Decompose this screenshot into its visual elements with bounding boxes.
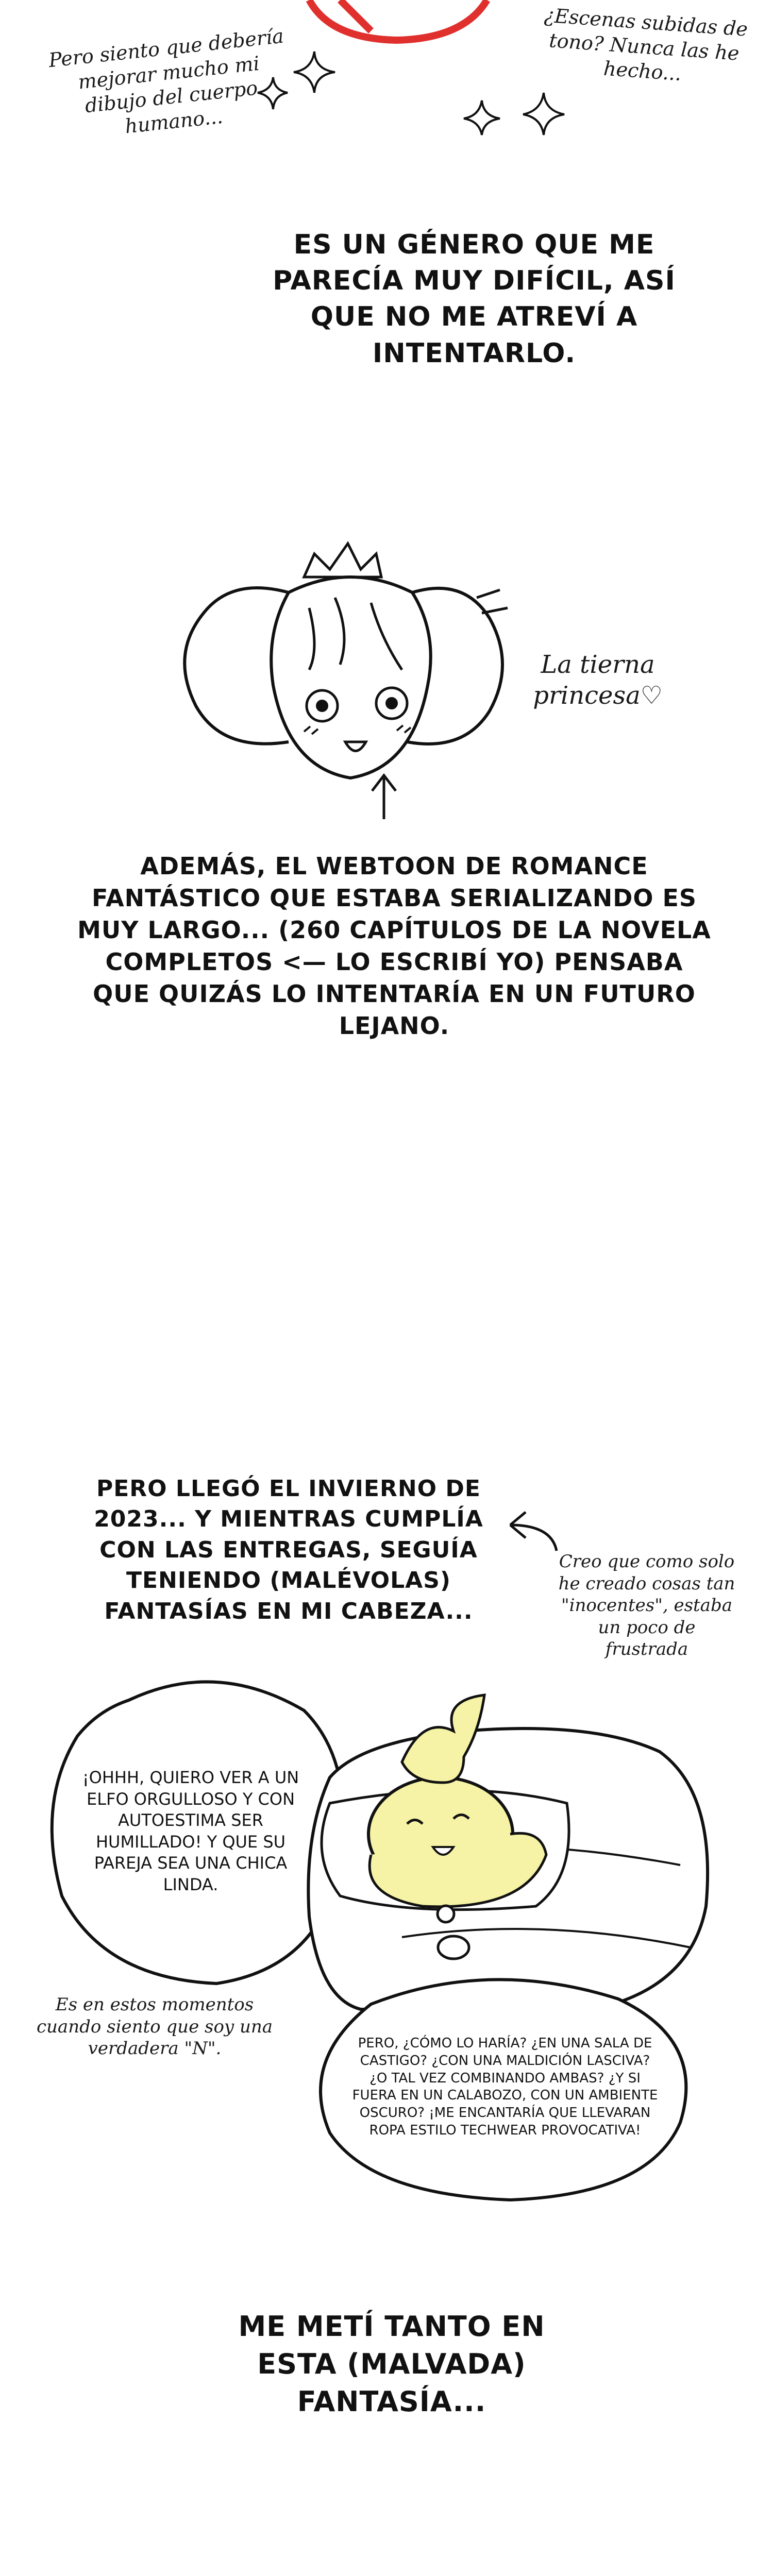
caption-end: ME METÍ TANTO EN ESTA (MALVADA) FANTASÍA... <box>238 2310 545 2418</box>
caption-winter: PERO LLEGÓ EL INVIERNO DE 2023... Y MIENTRAS CUMPLÍA CON LAS ENTREGAS, SEGUÍA TENIENDO (MALÉVOLAS) FANTASÍAS EN MI CABEZA... <box>94 1476 483 1624</box>
thought-dot <box>438 1906 454 1922</box>
bubble-how-text: PERO, ¿CÓMO LO HARÍA? ¿EN UNA SALA DE CASTIGO? ¿CON UNA MALDICIÓN LASCIVA? ¿O TAL VEZ COMBINANDO AMBAS? ¿Y SI FUERA EN UN CALABOZO, CON UN AMBIENTE OSCURO? ¡ME ENCANTARÍA QUE LLEVARAN ROPA ESTILO TECHWEAR PROVOCATIVA! <box>352 2036 658 2138</box>
note-human-body: Pero siento que debería mejorar mucho mi dibujo del cuerpo humano... <box>47 24 285 138</box>
princess-label: La tierna princesa♡ <box>533 650 663 710</box>
note-spicy-scenes: ¿Escenas subidas de tono? Nunca las he hecho... <box>543 4 749 86</box>
thought-dot <box>438 1936 469 1959</box>
caption-genre: ES UN GÉNERO QUE ME PARECÍA MUY DIFÍCIL, ASÍ QUE NO ME ATREVÍ A INTENTARLO. <box>273 229 676 369</box>
caption-webtoon: ADEMÁS, EL WEBTOON DE ROMANCE FANTÁSTICO QUE ESTABA SERIALIZANDO ES MUY LARGO... (260 CAPÍTULOS DE LA NOVELA COMPLETOS <— LO ESCRIBÍ YO) PENSABA QUE QUIZÁS LO INTENTARÍA EN UN FUTURO LEJANO. <box>77 852 711 1040</box>
note-innocent: Creo que como solo he creado cosas tan "inocentes", estaba un poco de frustrada <box>558 1551 735 1659</box>
note-real-n: Es en estos momentos cuando siento que soy una verdadera "N". <box>36 1994 273 2059</box>
bubble-elf-text: ¡OHHH, QUIERO VER A UN ELFO ORGULLOSO Y CON AUTOESTIMA SER HUMILLADO! Y QUE SU PAREJA SEA UNA CHICA LINDA. <box>82 1768 299 1894</box>
